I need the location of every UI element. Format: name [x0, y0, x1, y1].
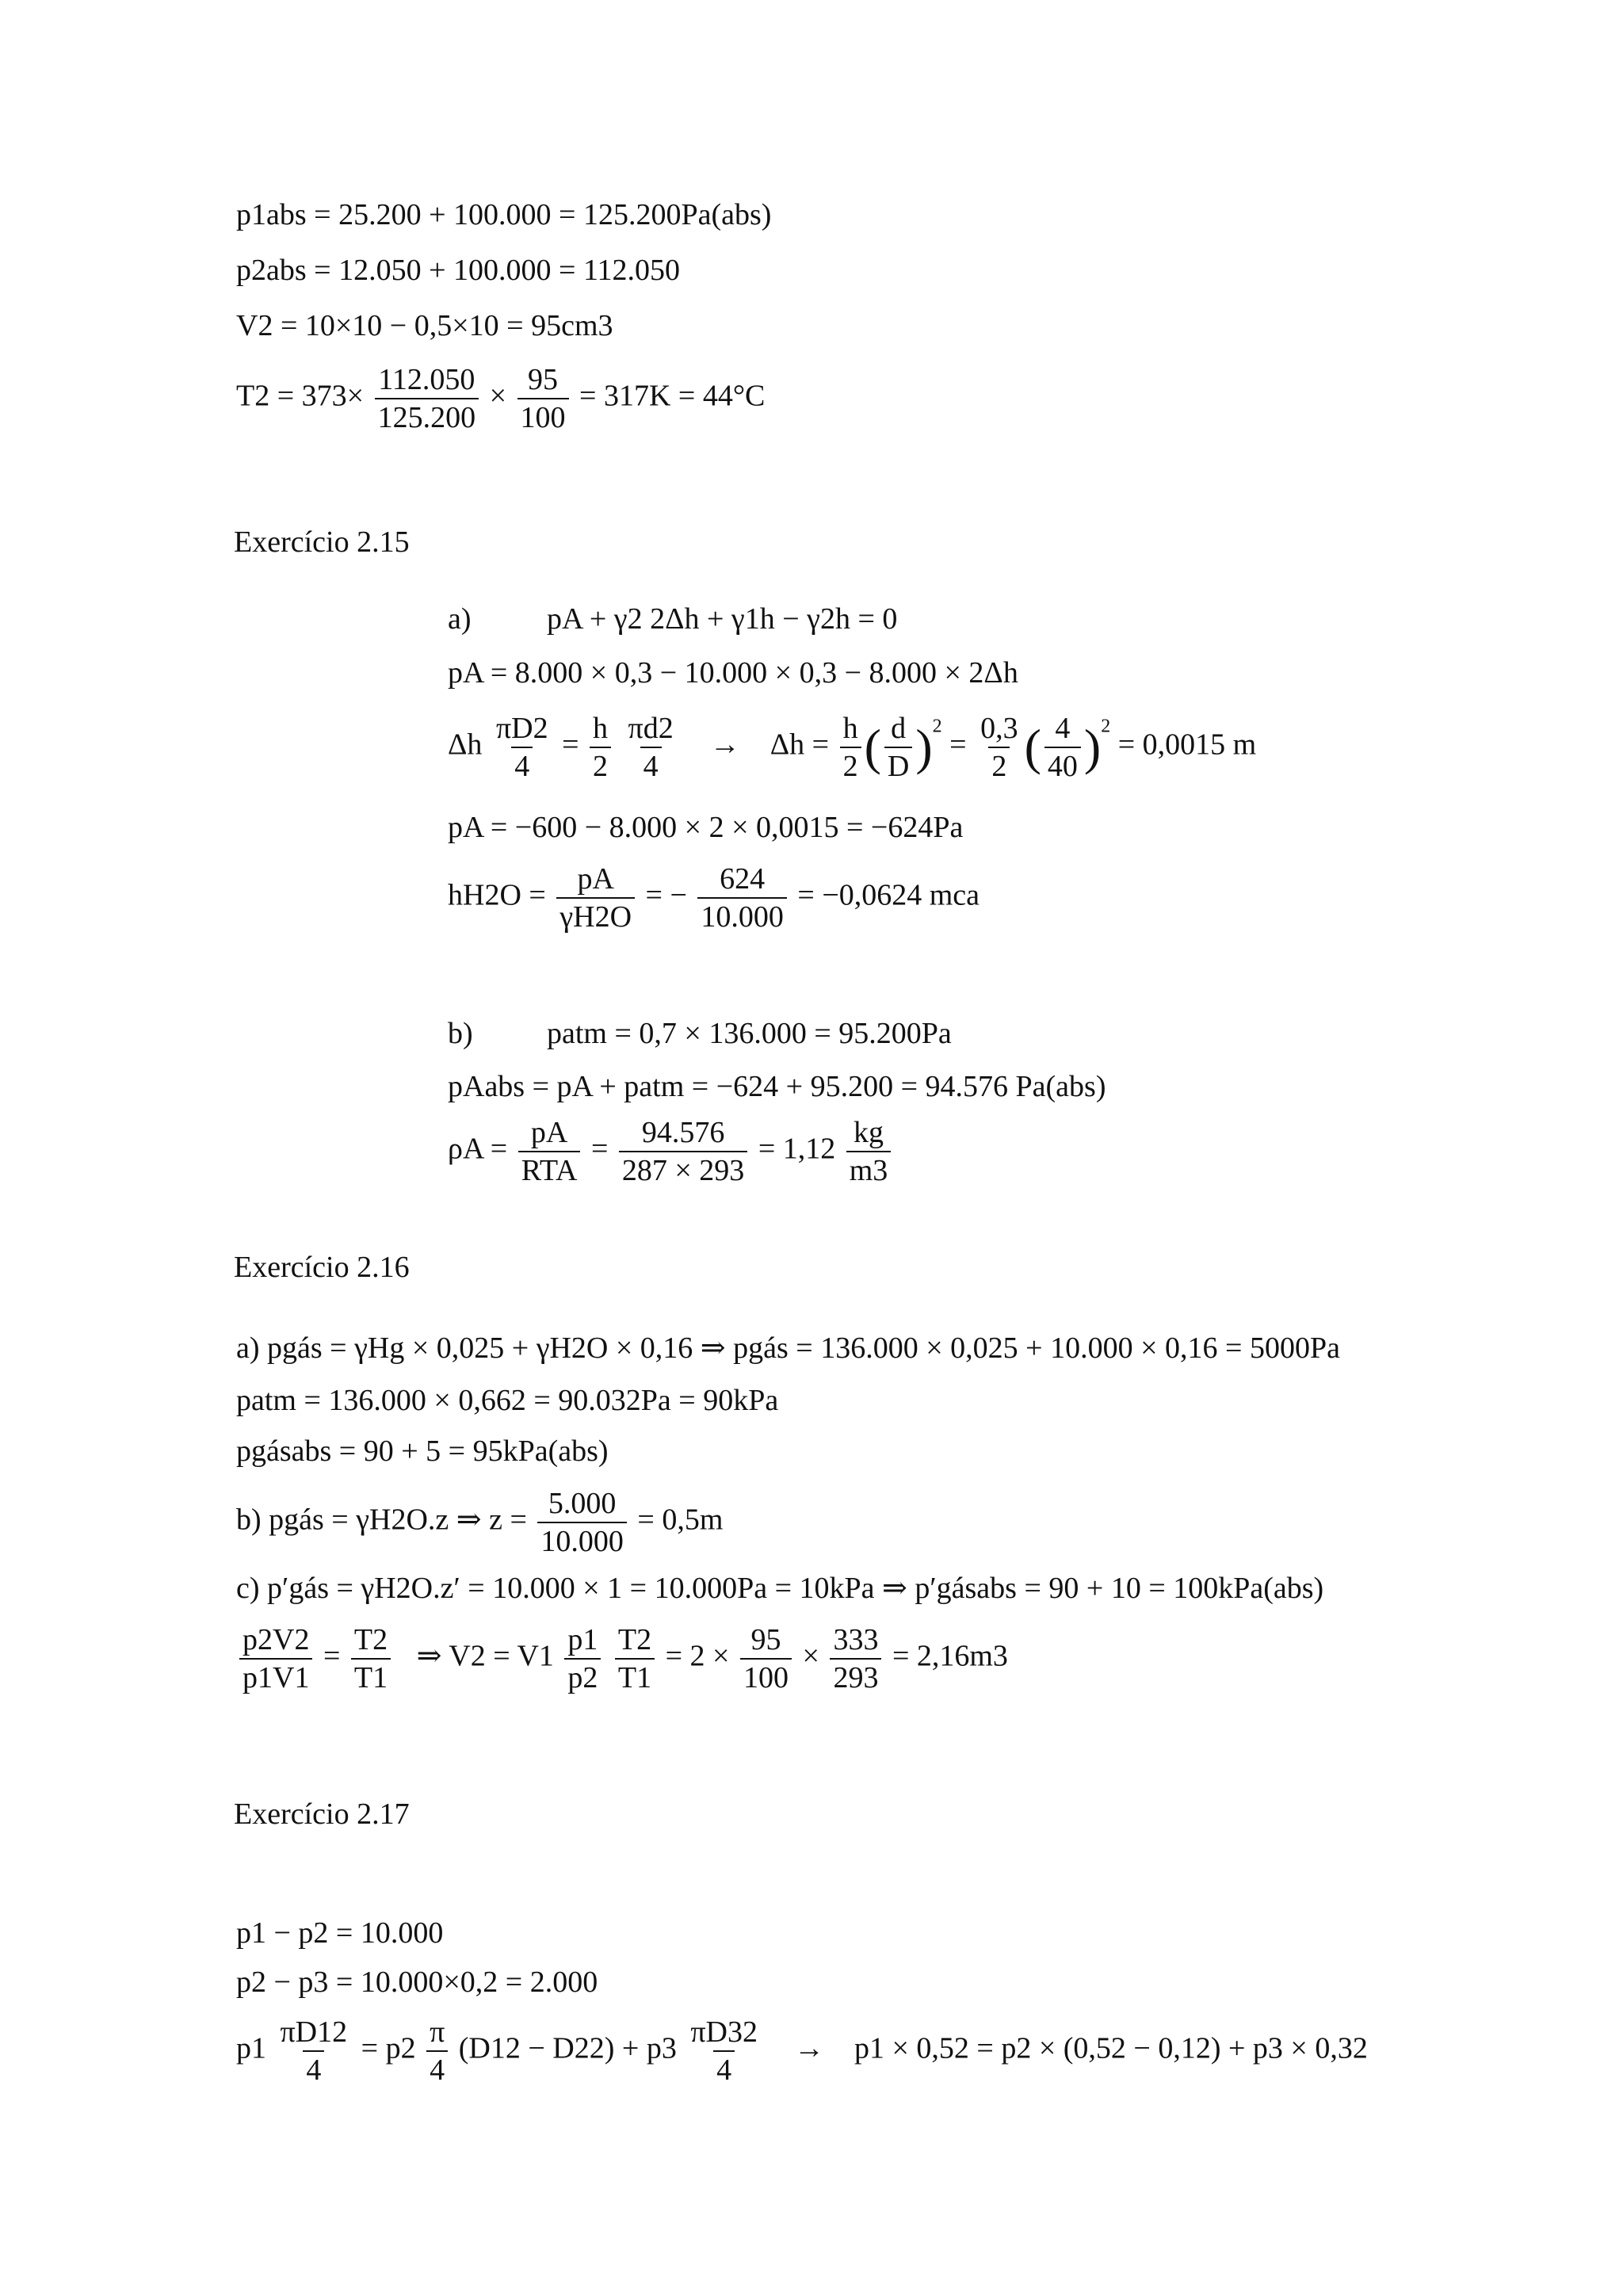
- equation-b3: ρA = $\frac{pA}{\text{RTA}}$ = $\frac{94.576}{287 \times 293}$ = 1,12 $\frac{kg}{m3}$: [448, 1117, 894, 1186]
- fraction: $\frac{94.576}{287 \times 293}$: [619, 1117, 747, 1186]
- equation-b1: patm = 0,7 × 136.000 = 95.200Pa: [547, 1017, 952, 1050]
- fraction: $\frac{pA}{\gamma H2O}$: [556, 864, 635, 932]
- label-a: a): [448, 602, 472, 636]
- exercise-2-16-heading: Exercício 2.16: [234, 1251, 410, 1284]
- fraction: $\frac{p1}{p2}$: [564, 1625, 601, 1693]
- fraction: $\frac{112.050}{125.200}$: [375, 365, 479, 433]
- fraction: $\frac{kg}{m3}$: [846, 1117, 892, 1186]
- exercise-2-17-heading: Exercício 2.17: [234, 1797, 410, 1831]
- equation-a5: hH2O = $\frac{pA}{\gamma H2O}$ = − $\frac{624}{10.000}$ = −0,0624 mca: [448, 862, 980, 934]
- fraction: $\frac{5.000}{10.000}$: [537, 1488, 627, 1557]
- equation-216-c2: $\frac{p2V2}{p1V1}$ = $\frac{T2}{T1}$ ⇒ V2 = V1 $\frac{p1}{p2}$ $\frac{T2}{T1}$ = 2 × $\frac{95}{100}$ × $\frac{333}{293}$ = 2,16m3: [236, 1625, 1008, 1693]
- fraction: $\frac{p2V2}{p1V1}$: [239, 1625, 312, 1693]
- fraction: $\frac{95}{100}$: [517, 365, 569, 433]
- fraction: $\frac{95}{100}$: [740, 1625, 792, 1693]
- t2-result: = 317K = 44°C: [579, 379, 766, 413]
- equation-a4: pA = −600 − 8.000 × 2 × 0,0015 = −624Pa: [448, 811, 964, 844]
- fraction: $\frac{\pi D2}{4}$: [495, 712, 548, 783]
- equation-216-c1: c) p′gás = γH2O.z′ = 10.000 × 1 = 10.000Pa = 10kPa ⇒ p′gásabs = 90 + 10 = 100kPa(abs): [236, 1572, 1324, 1605]
- fraction: $\frac{\pi D32}{4}$: [690, 2015, 758, 2087]
- fraction: $\frac{\pi d2}{4}$: [628, 712, 674, 783]
- equation-a1: pA + γ2 2Δh + γ1h − γ2h = 0: [547, 602, 898, 636]
- fraction: $\frac{0,3}{2}$: [980, 712, 1018, 783]
- equation-216-a1: a) pgás = γHg × 0,025 + γH2O × 0,16 ⇒ pgás = 136.000 × 0,025 + 10.000 × 0,16 = 5000Pa: [236, 1331, 1340, 1365]
- fraction: $\frac{\pi}{4}$: [426, 2017, 448, 2085]
- fraction: $\frac{h}{2}$: [590, 713, 611, 781]
- fraction: $\frac{T2}{T1}$: [351, 1625, 391, 1693]
- label-b: b): [448, 1017, 473, 1050]
- equation-p2abs: p2abs = 12.050 + 100.000 = 112.050: [236, 254, 681, 287]
- equation-216-a3: pgásabs = 90 + 5 = 95kPa(abs): [236, 1435, 609, 1468]
- arrow: →: [793, 2031, 824, 2065]
- fraction: $\frac{pA}{\text{RTA}}$: [518, 1117, 581, 1186]
- equation-216-b: b) pgás = γH2O.z ⇒ z = $\frac{5.000}{10.000}$ = 0,5m: [236, 1487, 724, 1558]
- equation-217-l3: p1 $\frac{\pi D12}{4}$ = p2 $\frac{\pi}{4}$ (D12 − D22) + p3 $\frac{\pi D32}{4}$ → p1 × 0,52 = p2 × (0,52 − 0,12) + p3 × 0,32: [236, 2015, 1368, 2087]
- arrow: →: [709, 728, 740, 762]
- fraction: $\frac{d}{D}$: [884, 713, 912, 781]
- exercise-2-15-heading: Exercício 2.15: [234, 525, 410, 559]
- equation-217-l2: p2 − p3 = 10.000×0,2 = 2.000: [236, 1966, 598, 1999]
- fraction: $\frac{333}{293}$: [830, 1625, 881, 1693]
- equation-a2: pA = 8.000 × 0,3 − 10.000 × 0,3 − 8.000 × 2Δh: [448, 656, 1018, 690]
- fraction: $\frac{T2}{T1}$: [615, 1625, 655, 1693]
- fraction: $\frac{h}{2}$: [840, 713, 861, 781]
- equation-t2: T2 = 373× $\frac{112.050}{125.200}$ × $\frac{95}{100}$ = 317K = 44°C: [236, 363, 766, 434]
- equation-v2: V2 = 10×10 − 0,5×10 = 95cm3: [236, 309, 613, 342]
- equation-a3: Δh $\frac{\pi D2}{4}$ = $\frac{h}{2}$ $\frac{\pi d2}{4}$ → Δh = $\frac{h}{2}$ ( $\frac{d}{D}$ )$^2$ = $\frac{0,3}{2}$ ( $\frac{4}{40}$ )$^2$ = 0,0015 m: [448, 712, 1257, 783]
- t2-lhs: T2 = 373×: [236, 379, 365, 413]
- equation-217-l1: p1 − p2 = 10.000: [236, 1916, 444, 1950]
- equation-p1abs: p1abs = 25.200 + 100.000 = 125.200Pa(abs): [236, 198, 772, 231]
- fraction: $\frac{624}{10.000}$: [697, 864, 787, 932]
- equation-216-a2: patm = 136.000 × 0,662 = 90.032Pa = 90kPa: [236, 1384, 779, 1417]
- fraction: $\frac{\pi D12}{4}$: [280, 2015, 348, 2087]
- equation-b2: pAabs = pA + patm = −624 + 95.200 = 94.576 Pa(abs): [448, 1070, 1106, 1103]
- fraction: $\frac{4}{40}$: [1044, 713, 1081, 781]
